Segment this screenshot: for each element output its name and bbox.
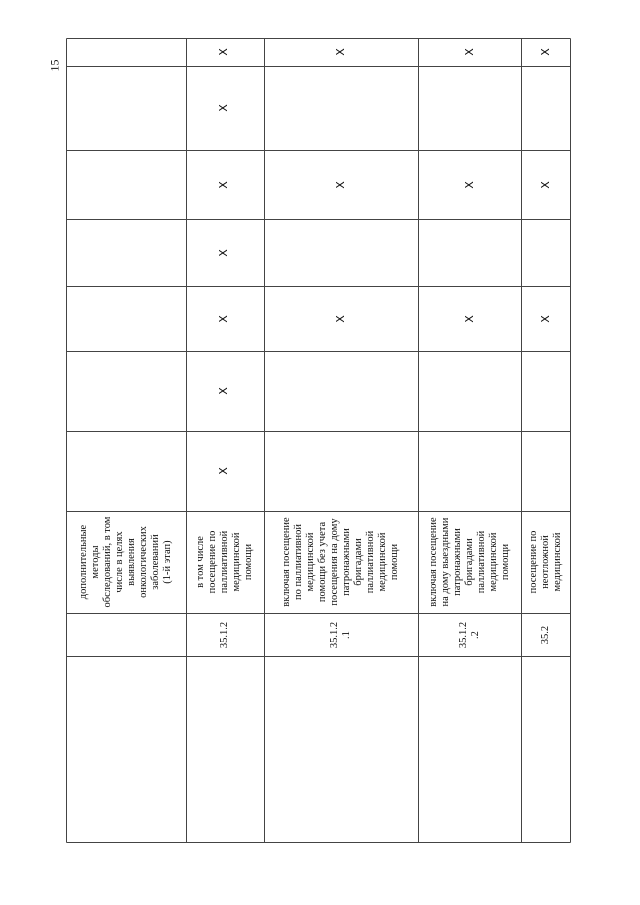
row-description: включая посещение по паллиативной медицинской помощи без учета посещения на дому патронажными бригадами паллиативной медицинской помощи <box>281 517 400 607</box>
cross-mark: X <box>217 314 230 323</box>
cross-mark: X <box>462 48 476 56</box>
cross-mark: X <box>539 314 552 323</box>
rotated-table <box>66 38 571 843</box>
cross-mark: X <box>217 180 230 189</box>
cross-mark: X <box>334 180 347 189</box>
row-code: 35.2 <box>540 625 551 645</box>
cross-mark: X <box>217 248 230 257</box>
row-description: в том числе посещение по паллиативной медицинской помощи <box>195 530 254 594</box>
row-code: 35.1.2 .1 <box>329 621 352 649</box>
cross-mark: X <box>462 314 476 323</box>
row-description: включая посещение на дому выездными патронажными бригадами паллиативной медицинской помощи <box>427 517 511 607</box>
row-description: дополнительные методы обследований, в том числе в целях выявления онкологических заболеваний (1-й этап) <box>78 516 173 608</box>
table-grid <box>66 38 571 843</box>
cross-mark: X <box>217 387 230 395</box>
cross-mark: X <box>334 314 347 323</box>
row-code: 35.1.2 .2 <box>457 621 481 649</box>
cross-mark: X <box>217 467 230 475</box>
cross-mark: X <box>217 48 230 56</box>
row-code: 35.1.2 <box>219 621 230 649</box>
cross-mark: X <box>217 104 230 112</box>
row-description: посещение по неотложной медицинской <box>528 530 563 594</box>
page-number: 15 <box>47 59 62 72</box>
cross-mark: X <box>462 180 476 189</box>
cross-mark: X <box>539 180 552 189</box>
cross-mark: X <box>539 48 552 56</box>
cross-mark: X <box>334 48 347 56</box>
